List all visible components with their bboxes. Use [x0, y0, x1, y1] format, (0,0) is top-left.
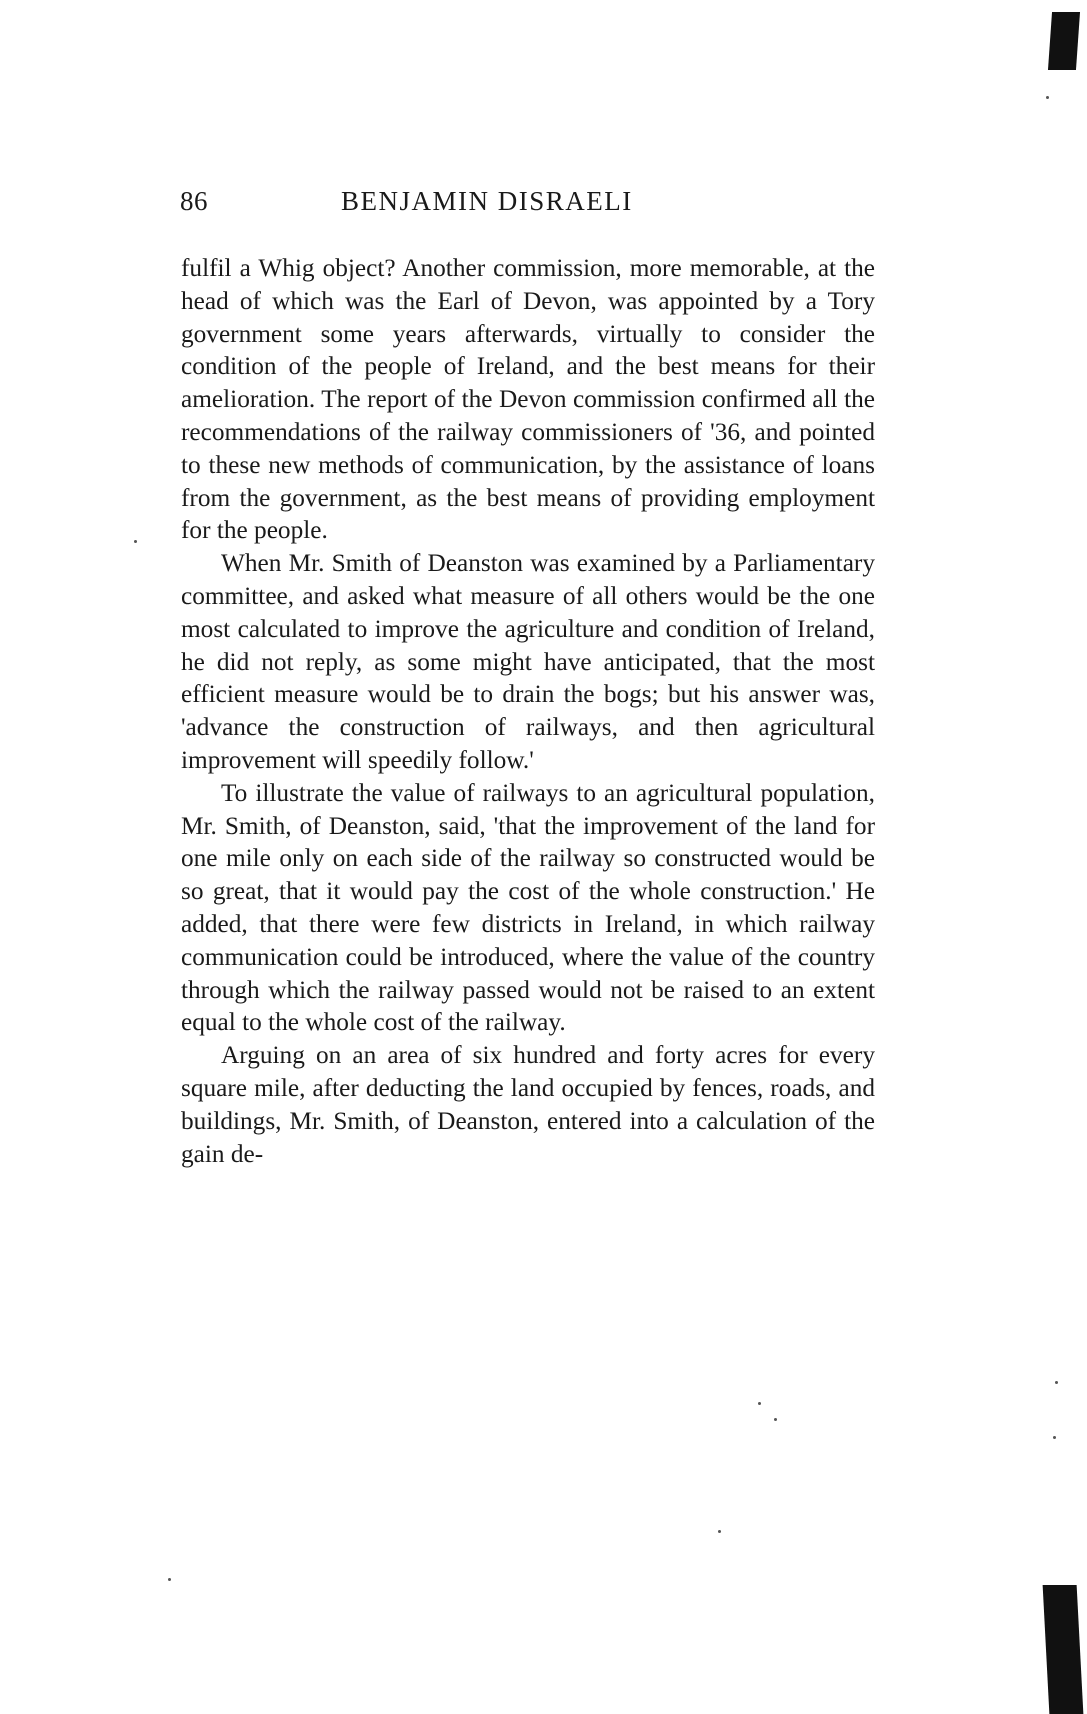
- paragraph: When Mr. Smith of Deanston was examined by a Parliamentary committee, and asked what measure of all others would be the one most calculated to improve the agriculture and condition of Ireland, he did not reply, as some might have anticipated, that the most efficient measure would be to drain the bogs; but his answer was, 'advance the construction of railways, and then agricultural improvement will speedily follow.': [181, 549, 875, 774]
- scan-speck: [168, 1578, 171, 1581]
- scan-edge-mark-top: [1048, 12, 1080, 70]
- scan-speck: [1053, 1436, 1056, 1439]
- body-text: [181, 252, 875, 1170]
- scan-speck: [774, 1418, 777, 1421]
- paragraph: To illustrate the value of railways to an agricultural population, Mr. Smith, of Deanston, said, 'that the improvement of the land for one mile only on each side of the railway so constructed would be so great, that it would pay the cost of the whole construction.' He added, that there were few districts in Ireland, in which railway communication could be introduced, where the value of the country through which the railway passed would not be raised to an extent equal to the whole cost of the railway.: [181, 778, 875, 1037]
- scan-edge-mark-bottom: [1043, 1585, 1084, 1714]
- paragraph: Arguing on an area of six hundred and forty acres for every square mile, after deducting the land occupied by fences, roads, and buildings, Mr. Smith, of Deanston, entered into a calculation of the gain de-: [181, 1041, 875, 1168]
- scan-speck: [718, 1530, 721, 1533]
- scan-speck: [1055, 1381, 1058, 1384]
- running-head: [180, 186, 880, 226]
- running-title: BENJAMIN DISRAELI: [341, 186, 633, 216]
- scan-speck: [1046, 96, 1049, 99]
- page-number: 86: [180, 186, 208, 216]
- paragraph: fulfil a Whig object? Another commission, more memorable, at the head of which was the Earl of Devon, was appointed by a Tory government some years afterwards, virtually to consider the condition of the people of Ireland, and the best means for their amelioration. The report of the Devon commission confirmed all the recommendations of the railway commissioners of '36, and pointed to these new methods of communication, by the assistance of loans from the government, as the best means of providing employment for the people.: [181, 254, 875, 545]
- scan-speck: [134, 540, 137, 543]
- scan-speck: [758, 1402, 761, 1405]
